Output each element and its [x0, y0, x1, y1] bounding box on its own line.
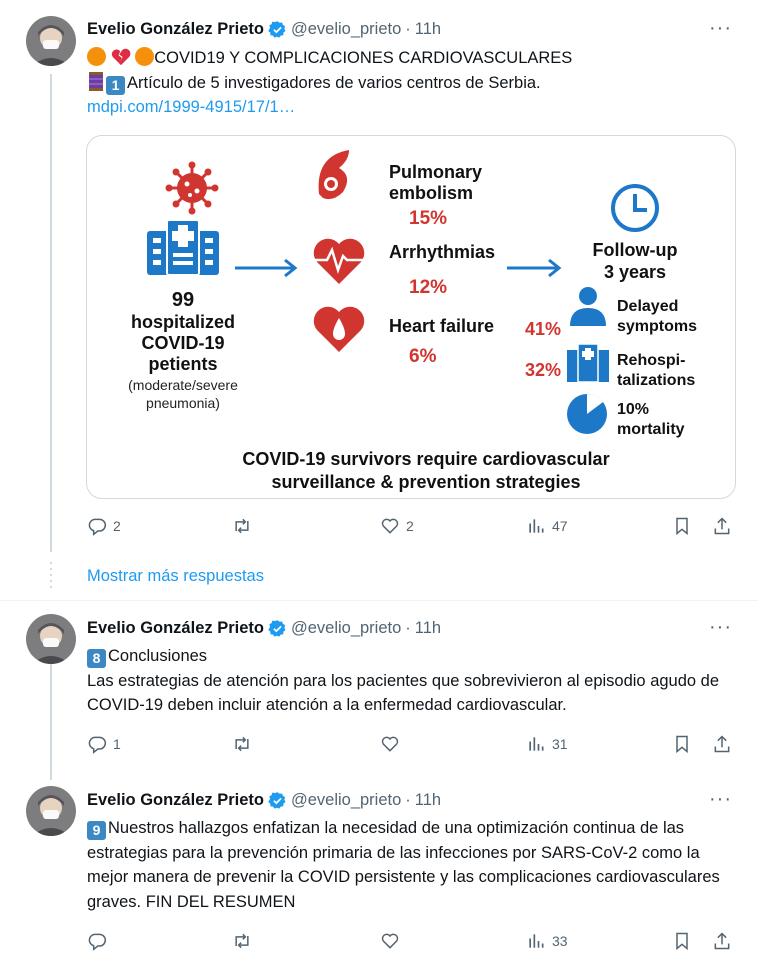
bookmark-button[interactable]: [672, 516, 692, 536]
infographic-image: [87, 136, 735, 498]
reply-button[interactable]: [87, 516, 121, 536]
author-handle[interactable]: @evelio_prieto: [290, 619, 402, 637]
delayed-label: Delayed: [617, 298, 679, 315]
share-button[interactable]: [712, 516, 732, 536]
author-name[interactable]: Evelio González Prieto: [87, 791, 264, 809]
reply-icon: [87, 516, 107, 536]
author-handle[interactable]: @evelio_prieto: [290, 20, 402, 38]
reply-button[interactable]: [87, 931, 107, 951]
views-count: 33: [552, 933, 568, 949]
arrhythmia-label: Arrhythmias: [389, 242, 496, 262]
thread-line-dotted: [50, 562, 52, 588]
followup-label: Follow-up: [592, 240, 678, 260]
repost-icon: [232, 931, 252, 951]
reply-count: 2: [113, 518, 121, 534]
tweet-2[interactable]: Evelio González Prieto @evelio_prieto · 11h ··· 8 Conclusiones Las estrategias de atención para los pacientes que sobrevivieron al episodio agudo de COVID-19 deben incluir atención a la enfermedad cardiovascular. 1 31: [0, 601, 758, 771]
tweet-line-2: Artículo de 5 investigadores de varios centros de Serbia.: [127, 73, 541, 92]
delayed-label: symptoms: [617, 318, 698, 335]
repost-icon: [232, 516, 252, 536]
tweet-actions: [87, 734, 737, 758]
avatar[interactable]: [26, 786, 76, 836]
heart-icon: [380, 931, 400, 951]
rehosp-label: talizations: [617, 372, 696, 389]
tweet-text: [87, 46, 737, 120]
tweet-body: Nuestros hallazgos enfatizan la necesidad de una optimización continua de las estrategias para la prevención primaria de las infecciones por SARS-CoV-2 como la mejor manera de prevenir la COVID persistente y las complicaciones cardiovasculares graves. FIN DEL RESUMEN: [87, 819, 720, 911]
mortality-label: 10%: [617, 401, 650, 418]
pe-label: Pulmonary: [389, 162, 483, 182]
virus-icon: [166, 162, 219, 215]
timestamp[interactable]: 11h: [414, 791, 442, 809]
show-more-replies-link[interactable]: Mostrar más respuestas: [87, 567, 264, 585]
mortality-label: mortality: [617, 421, 685, 438]
mortality-pie-icon: [567, 394, 607, 434]
views-button[interactable]: [526, 734, 568, 754]
rehosp-pct: 32%: [525, 360, 562, 380]
tweet-title: Conclusiones: [108, 647, 208, 665]
pe-label: embolism: [389, 183, 474, 203]
like-button[interactable]: [380, 734, 400, 754]
patients-note: (moderate/severe: [128, 377, 238, 393]
infographic-footer: surveillance & prevention strategies: [271, 472, 581, 492]
followup-label: 3 years: [603, 262, 667, 282]
more-options-icon[interactable]: ···: [709, 616, 732, 638]
views-chart-icon: [526, 734, 546, 754]
arrow-right-icon: [235, 260, 295, 276]
tweet-actions: [87, 931, 737, 955]
like-button[interactable]: [380, 931, 400, 951]
repost-button[interactable]: [232, 734, 252, 754]
views-count: 47: [552, 518, 568, 534]
rehosp-label: Rehospi-: [617, 352, 686, 369]
avatar[interactable]: [26, 16, 76, 66]
repost-button[interactable]: [232, 931, 252, 951]
pe-pct: 15%: [409, 208, 448, 229]
repost-button[interactable]: [232, 516, 252, 536]
patients-label: hospitalized: [130, 312, 236, 332]
heart-icon: [380, 516, 400, 536]
hospital-icon: [147, 220, 219, 275]
more-options-icon[interactable]: ···: [709, 17, 732, 39]
keycap-badge: 1: [106, 76, 125, 95]
author-name[interactable]: Evelio González Prieto: [87, 20, 264, 38]
views-button[interactable]: [526, 516, 568, 536]
rehospitalization-icon: [567, 344, 609, 382]
tweet-actions: [87, 516, 737, 540]
article-link[interactable]: mdpi.com/1999-4915/17/1…: [87, 98, 296, 116]
infographic-footer: COVID-19 survivors require cardiovascular: [242, 449, 610, 469]
patients-note: pneumonia): [146, 395, 220, 411]
hf-pct: 6%: [409, 346, 437, 367]
heart-icon: [380, 734, 400, 754]
share-button[interactable]: [712, 734, 732, 754]
tweet-body: Las estrategias de atención para los pacientes que sobrevivieron al episodio agudo de COVID-19 deben incluir atención a la enfermedad cardiovascular.: [87, 671, 720, 714]
patients-label: COVID-19: [141, 333, 225, 353]
heart-rhythm-icon: [314, 239, 364, 284]
orange-circle-icon: [135, 47, 154, 66]
bookmark-icon: [672, 931, 692, 951]
author-handle[interactable]: @evelio_prieto: [290, 791, 402, 809]
timestamp[interactable]: 11h: [414, 20, 442, 38]
views-chart-icon: [526, 516, 546, 536]
verified-badge-icon: [268, 791, 287, 810]
share-button[interactable]: [712, 931, 732, 951]
timestamp[interactable]: 11h: [414, 619, 442, 637]
arrhythmia-pct: 12%: [409, 277, 448, 298]
arrow-right-icon: [507, 260, 559, 276]
patient-icon: [570, 287, 606, 326]
views-button[interactable]: [526, 931, 568, 951]
like-count: 2: [406, 518, 414, 534]
share-icon: [712, 931, 732, 951]
share-icon: [712, 734, 732, 754]
more-options-icon[interactable]: ···: [709, 788, 732, 810]
verified-badge-icon: [268, 619, 287, 638]
broken-heart-icon: [111, 48, 131, 66]
verified-badge-icon: [268, 20, 287, 39]
tweet-1[interactable]: Evelio González Prieto @evelio_prieto · 11h ··· COVID19 Y COMPLICACIONES CARDIOVASCULARES 1 Artículo de 5 investigadores de varios centros de Serbia. mdpi.com/1999-4915/17/1… 99 hospitalized COVID-19 petients (moderate/severe pneumonia) Pulmonary embolism 15% Arrhythmias 12% Heart failure 6% Follow-up 3 years 41% Delayed symptoms 32% Rehospi- talizations 10% mortality COVID-19 survivors require cardiovascular surveillance & prevention strategies 2 2 47: [0, 0, 758, 560]
repost-icon: [232, 734, 252, 754]
tweet-line-1: COVID19 Y COMPLICACIONES CARDIOVASCULARES: [154, 49, 573, 67]
tweet-text: [87, 816, 737, 914]
bookmark-icon: [672, 734, 692, 754]
tweet-text: [87, 644, 737, 718]
share-icon: [712, 516, 732, 536]
hf-label: Heart failure: [389, 316, 495, 336]
tweet-3[interactable]: Evelio González Prieto @evelio_prieto · 11h ··· 9 Nuestros hallazgos enfatizan la necesidad de una optimización continua de las estrategias para la prevención primaria de las infecciones por SARS-CoV-2 como la mejor manera de prevenir la COVID persistente y las complicaciones cardiovasculares graves. FIN DEL RESUMEN 33: [0, 773, 758, 973]
views-count: 31: [552, 736, 568, 752]
thread-spool-icon: [89, 72, 103, 91]
keycap-badge: 8: [87, 649, 106, 668]
bookmark-button[interactable]: [672, 734, 692, 754]
keycap-badge: 9: [87, 821, 106, 840]
reply-count: 1: [113, 736, 121, 752]
avatar[interactable]: [26, 614, 76, 664]
patients-count: 99: [171, 289, 195, 311]
reply-button[interactable]: [87, 734, 121, 754]
reply-icon: [87, 734, 107, 754]
media-card[interactable]: [86, 135, 736, 499]
pulmonary-embolism-icon: [319, 150, 349, 199]
clock-icon: [613, 186, 657, 230]
reply-icon: [87, 931, 107, 951]
orange-circle-icon: [87, 47, 106, 66]
author-name[interactable]: Evelio González Prieto: [87, 619, 264, 637]
like-button[interactable]: [380, 516, 414, 536]
heart-failure-icon: [314, 307, 364, 352]
bookmark-button[interactable]: [672, 931, 692, 951]
delayed-pct: 41%: [525, 319, 562, 339]
views-chart-icon: [526, 931, 546, 951]
bookmark-icon: [672, 516, 692, 536]
patients-label: petients: [148, 354, 218, 374]
